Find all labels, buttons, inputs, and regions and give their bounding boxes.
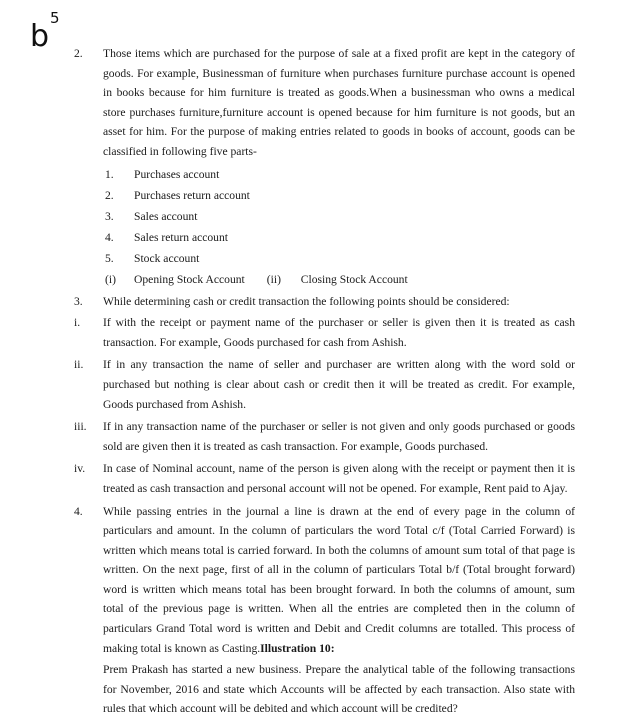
stock-type-number: (ii) [266, 272, 281, 286]
stock-type-label: Closing Stock Account [300, 272, 408, 286]
point-text: Those items which are purchased for the purpose of sale at a fixed profit are kept in the category of goods. For example, Businessman of furniture when purchases furniture purchase account is opened in books because for him furniture is treated as goods.When a businessman who owns a medical store purchases furniture,furniture account is opened because for him furniture is not goods, but an asset for him. For the purpose of making entries related to goods in books of account, goods can be classified in following five parts- [103, 47, 575, 158]
item-text: If in any transaction name of the purchaser or seller is not given and only goods purchased or goods sold are given then it is treated as cash transaction. For example, Goods purchased. [103, 420, 575, 453]
goods-part-label: Sales return account [134, 230, 229, 244]
item-number: iii. [74, 420, 87, 434]
item-text: In case of Nominal account, name of the person is given along with the receipt or payment then it is treated as cash transaction and personal account will not be opened. For example, Rent paid to Ajay. [103, 462, 575, 495]
goods-part-number: 2. [105, 188, 114, 202]
goods-part-item [103, 206, 575, 227]
point-text: While determining cash or credit transaction the following points should be considered: [103, 294, 510, 308]
goods-part-item [103, 185, 575, 206]
document-page [70, 44, 575, 719]
logo-base: b [30, 19, 50, 54]
point-text [103, 502, 575, 720]
goods-part-number: 5. [105, 251, 114, 265]
item-text: If in any transaction the name of seller and purchaser are written along with the word sold or purchased but nothing is clear about cash or credit then it will be treated as credit. For example, Goods purchased from Ashish. [103, 358, 575, 411]
stock-account-types [103, 269, 575, 290]
item-text: If with the receipt or payment name of the purchaser or seller is given then it is treated as cash transaction. For example, Goods purchased for cash from Ashish. [103, 316, 575, 349]
goods-part-number: 3. [105, 209, 114, 223]
logo [30, 9, 60, 54]
goods-part-item [103, 164, 575, 185]
point-3-item [70, 355, 575, 414]
illustration-text: Prem Prakash has started a new business. Prepare the analytical table of the following transactions for November, 2016 and state which Accounts will be affected by each transaction. Also state with rules that which account will be debited and which account will be credited? [103, 663, 575, 716]
goods-part-label: Purchases account [134, 167, 220, 181]
point-4 [70, 502, 575, 720]
point-3-item [70, 313, 575, 352]
stock-type-number: (i) [105, 272, 116, 286]
goods-part-label: Purchases return account [134, 188, 250, 202]
point-3-item [70, 417, 575, 456]
logo-sup: 5 [50, 9, 60, 27]
stock-type-label: Opening Stock Account [134, 272, 245, 286]
goods-part-item [103, 248, 575, 269]
goods-part-label: Stock account [134, 251, 200, 265]
point-2 [70, 44, 575, 162]
item-number: iv. [74, 462, 86, 476]
item-number: ii. [74, 358, 84, 372]
point-number: 3. [74, 294, 83, 308]
casting-text: While passing entries in the journal a line is drawn at the end of every page in the column of particulars and amount. In the column of particulars the word Total c/f (Total Carried Forward) is written which means total is carried forward. In both the columns of amount sum total of that page is written. On the next page, first of all in the column of particulars Total b/f (Total brought forward) word is written which means total has been brought forward. In both the columns of amount, sum total of the previous page is written. When all the entries are completed then in the column of particulars Grand Total word is written and Debit and Credit columns are totalled. This process of making total is known as Casting. [103, 504, 575, 655]
point-3-item [70, 459, 575, 498]
item-number: i. [74, 316, 81, 330]
goods-part-number: 4. [105, 230, 114, 244]
goods-part-item [103, 227, 575, 248]
point-number: 4. [74, 504, 83, 518]
point-3 [70, 292, 575, 312]
point-number: 2. [74, 47, 83, 60]
illustration-label: Illustration 10: [260, 641, 335, 655]
goods-part-label: Sales account [134, 209, 198, 223]
goods-part-number: 1. [105, 167, 114, 181]
